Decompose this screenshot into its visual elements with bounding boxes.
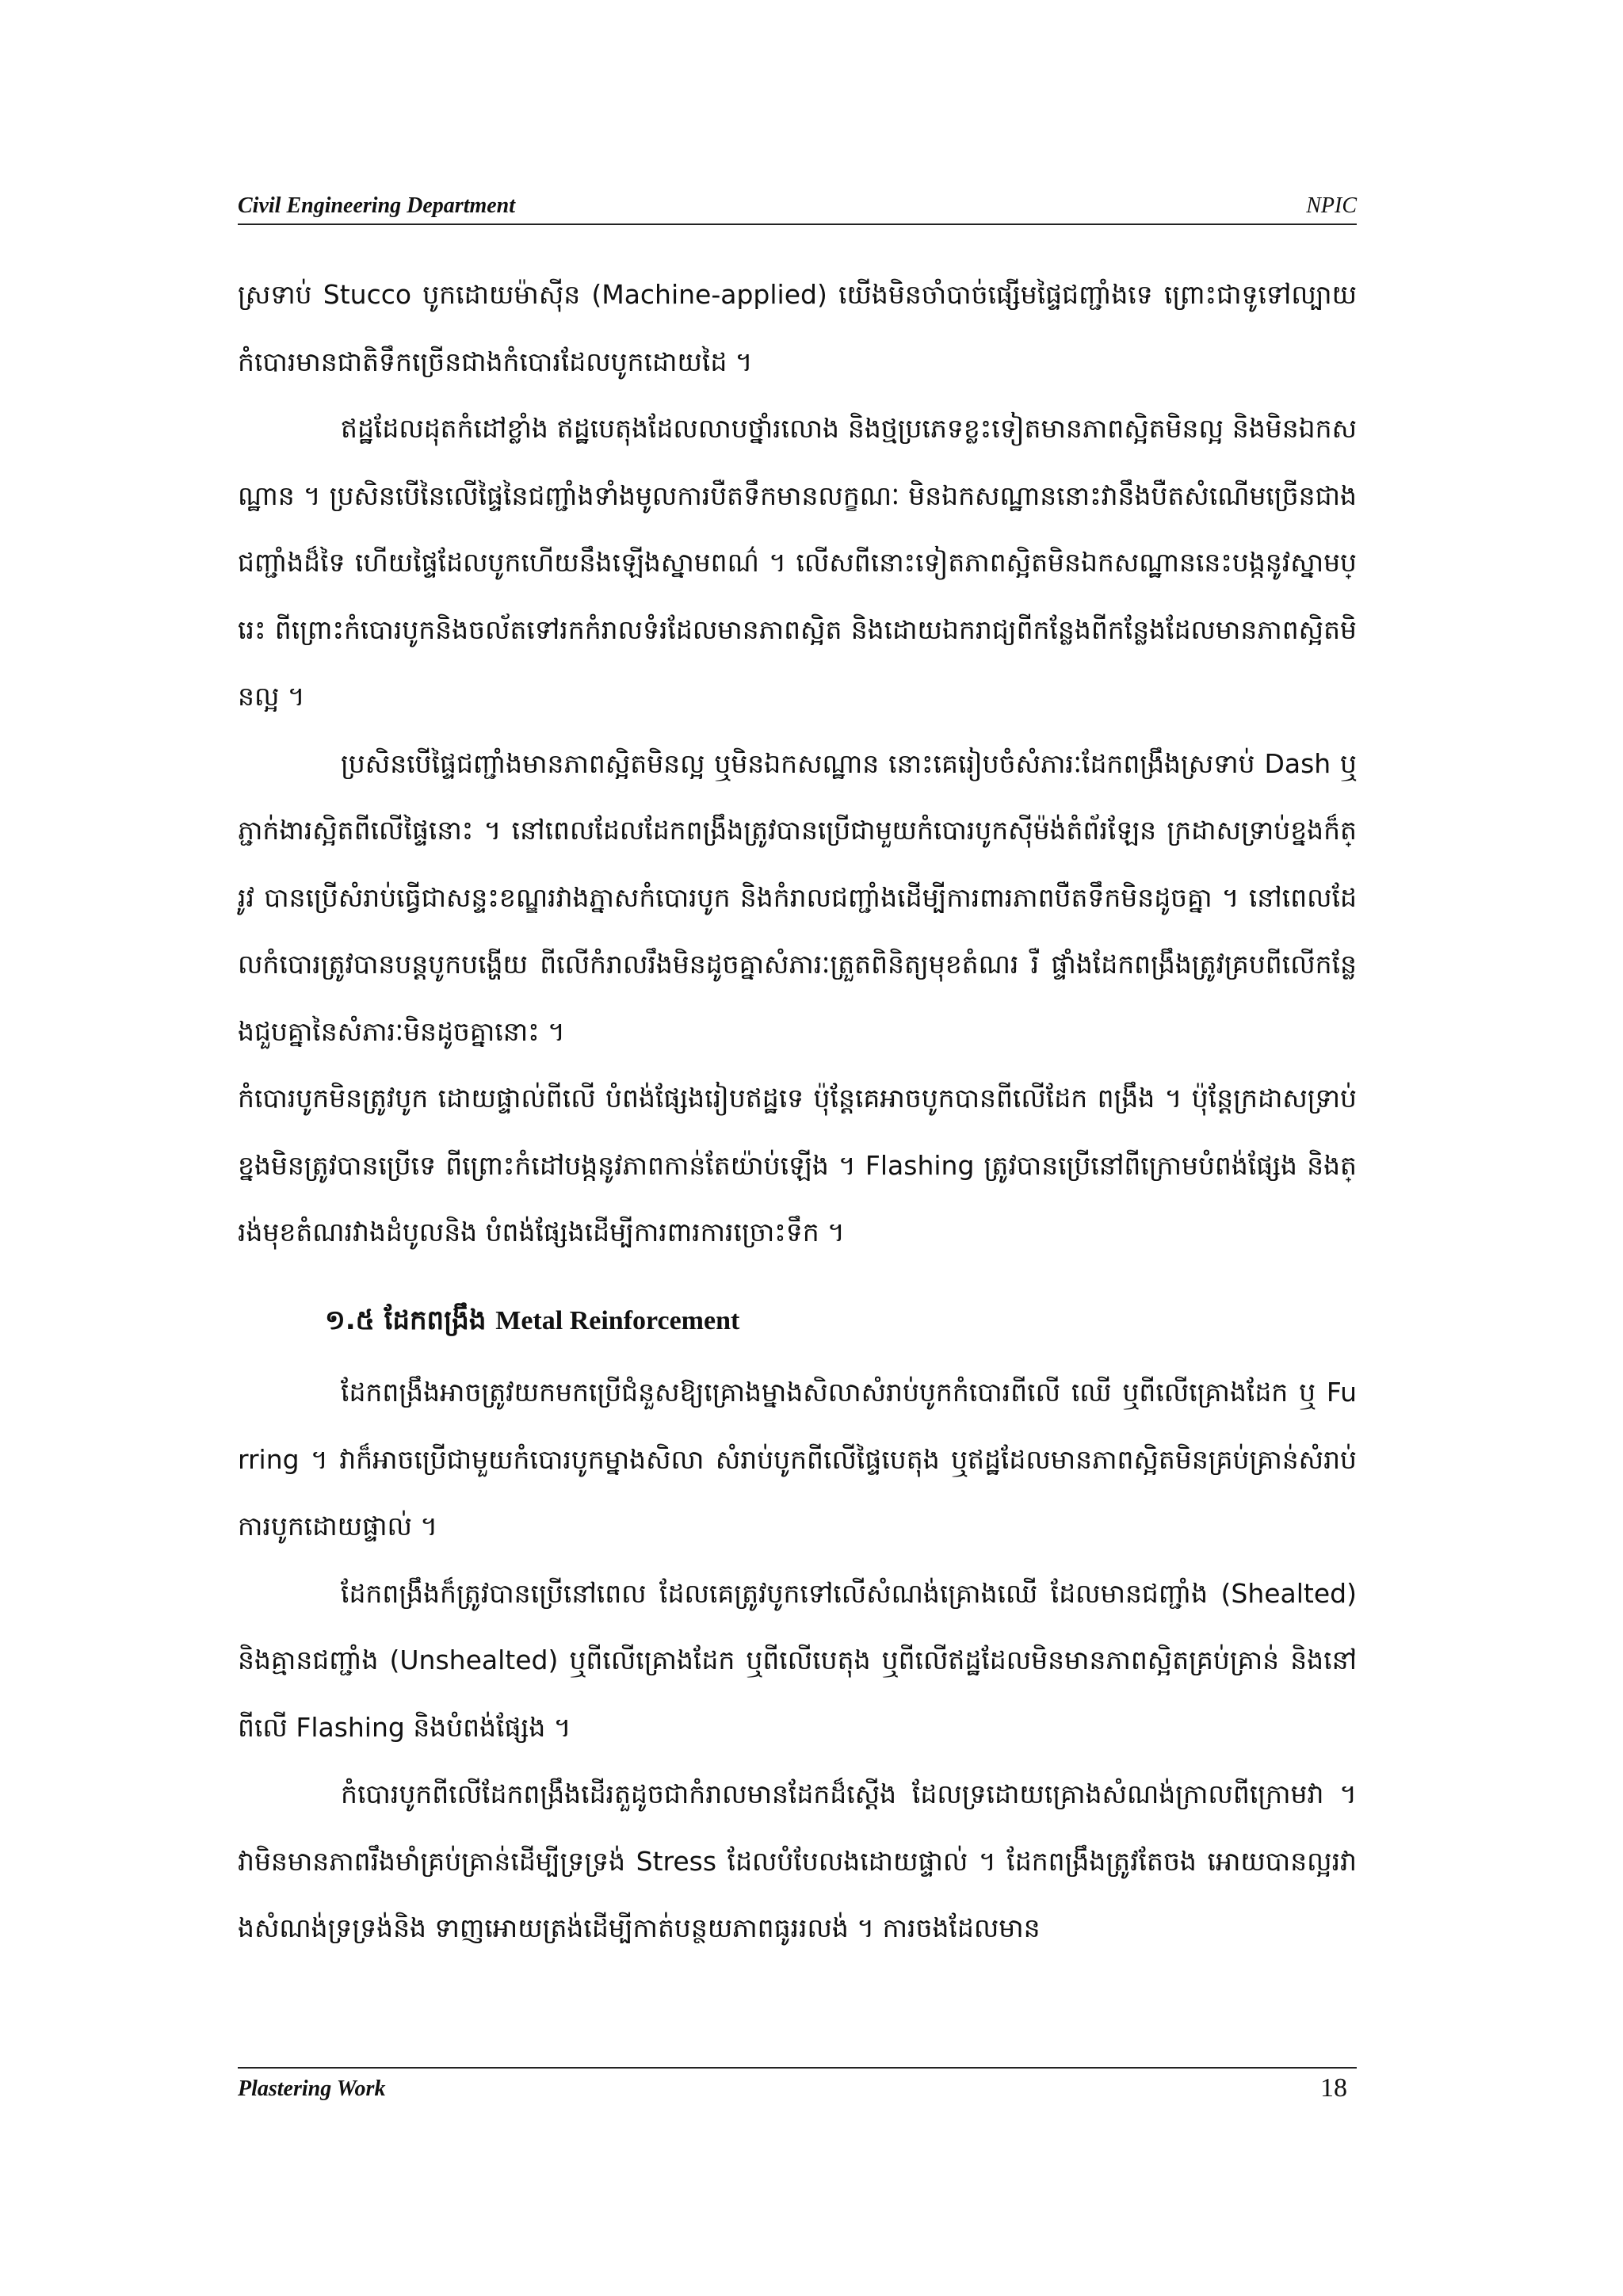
paragraph-reinforcement-use: ដែកពង្រឹងអាចត្រូវយកមកប្រើជំនួសឱ្យគ្រោងម្នាងសិលាសំរាប់បូកកំបោរពីលើ ឈើ ឬពីលើគ្រោងដែក ឬ Furring ។ វាក៏អាចប្រើជាមួយកំបោរបូកម្នាងសិលា សំរាប់បូកពីលើផ្ទៃបេតុង ឬឥដ្ឋដែលមានភាពស្អិតមិនគ្រប់គ្រាន់សំរាប់ការបូកដោយផ្ទាល់ ។ [238,1377,1357,1541]
page-header [238,190,1357,225]
page-body [238,262,1357,1962]
section-title-english: Metal Reinforcement [495,1305,740,1335]
paragraph-reinforcement-stress: កំបោរបូកពីលើដែកពង្រឹងដើរតួដូចជាកំរាលមានដែកដ៏ស្តើង ដែលទ្រដោយគ្រោងសំណង់ក្រាលពីក្រោមវា ។ វាមិនមានភាពរឹងមាំគ្រប់គ្រាន់ដើម្បីទ្រទ្រង់ Stress ដែលបំបែលងដោយផ្ទាល់ ។ ដែកពង្រឹងត្រូវតែចង អោយបានល្អរវាងសំណង់ទ្រទ្រង់និង ទាញអោយត្រង់ដើម្បីកាត់បន្ថយភាពធូររលង់ ។ ការចងដែលមាន [238,1778,1357,1943]
paragraph-reinforcement-framing: ដែកពង្រឹងក៏ត្រូវបានប្រើនៅពេល ដែលគេត្រូវបូកទៅលើសំណង់គ្រោងឈើ ដែលមានជញ្ជាំង (Shealted) និងគ្មានជញ្ជាំង (Unshealted) ឬពីលើគ្រោងដែក ឬពីលើបេតុង ឬពីលើឥដ្ឋដែលមិនមានភាពស្អិតគ្រប់គ្រាន់ និងនៅពីលើ Flashing និងបំពង់ផ្សែង ។ [238,1577,1357,1743]
paragraph-bonding-agent: ប្រសិនបើផ្ទៃជញ្ជាំងមានភាពស្អិតមិនល្អ ឬមិនឯកសណ្ឋាន នោះគេរៀបចំសំភារៈដែកពង្រឹងស្រទាប់ Dash ឬភ្ជាក់ងារស្អិតពីលើផ្ទៃនោះ ។ នៅពេលដែលដែកពង្រឹងត្រូវបានប្រើជាមួយកំបោរបូកស៊ីម៉ង់តំព័រឡែន ក្រដាសទ្រាប់ខ្នងក៏ត្រូវ បានប្រើសំរាប់ធ្វើជាសន្ទះខណ្ឌរវាងភ្នាសកំបោរបូក និងកំរាលជញ្ជាំងដើម្បីការពារភាពបឺតទឹកមិនដូចគ្នា ។ នៅពេលដែលកំបោរត្រូវបានបន្តបូកបង្ហើយ ពីលើកំរាលរឹងមិនដូចគ្នាសំភារៈត្រួតពិនិត្យមុខតំណរ រឺ ផ្ទាំងដែកពង្រឹងត្រូវគ្របពីលើកន្លែងជួបគ្នានៃសំភារៈមិនដូចគ្នានោះ ។ [238,747,1357,1047]
page-footer [238,2067,1357,2107]
paragraph-stucco-machine: ស្រទាប់ Stucco បូកដោយម៉ាស៊ីន (Machine-applied) យើងមិនចាំបាច់ផ្សើមផ្ទៃជញ្ជាំងទេ ព្រោះជាទូទៅល្បាយកំបោរមានជាតិទឹកច្រើនជាងកំបោរដែលបូកដោយដៃ ។ [238,279,1357,377]
header-institution: NPIC [1306,193,1357,218]
paragraph-chimney-flashing: កំបោរបូកមិនត្រូវបូក ដោយផ្ទាល់ពីលើ បំពង់ផ្សែងរៀបឥដ្ឋទេ ប៉ុន្តែគេអាចបូកបានពីលើដែក ពង្រឹង ។ ប៉ុន្តែក្រដាសទ្រាប់ខ្នងមិនត្រូវបានប្រើទេ ពីព្រោះកំដៅបង្កនូវភាពកាន់តែយ៉ាប់ឡើង ។ Flashing ត្រូវបានប្រើនៅពីក្រោមបំពង់ផ្សែង និងត្រង់មុខតំណរវាងដំបូលនិង បំពង់ផ្សែងដើម្បីការពារការច្រោះទឹក ។ [238,1083,1357,1247]
paragraph-brick-bonding: ឥដ្ឋដែលដុតកំដៅខ្លាំង ឥដ្ឋបេតុងដែលលាបថ្នាំរលោង និងថ្មប្រភេទខ្លះទៀតមានភាពស្អិតមិនល្អ និងមិនឯកសណ្ឋាន ។ ប្រសិនបើនៃលើផ្ទៃនៃជញ្ជាំងទាំងមូលការបឺតទឹកមានលក្ខណៈ មិនឯកសណ្ឋាននោះវានឹងបឺតសំណើមច្រើនជាងជញ្ជាំងដ៏ទៃ ហើយផ្ទៃដែលបូកហើយនឹងឡើងស្នាមពណ៌ ។ លើសពីនោះទៀតភាពស្អិតមិនឯកសណ្ឋាននេះបង្កនូវស្នាមប្រេះ ពីព្រោះកំបោរបូកនិងចល័តទៅរកកំរាលទំរដែលមានភាពស្អិត និងដោយឯករាជ្យពីកន្លែងពីកន្លែងដែលមានភាពស្អិតមិនល្អ ។ [238,413,1357,712]
section-title-khmer: ដែកពង្រឹង [384,1304,487,1336]
section-heading [325,1287,1357,1355]
footer-chapter-title: Plastering Work [238,2076,386,2101]
page-number: 18 [1320,2073,1347,2103]
header-department: Civil Engineering Department [238,193,516,218]
section-number: ១.៥ [325,1304,375,1336]
